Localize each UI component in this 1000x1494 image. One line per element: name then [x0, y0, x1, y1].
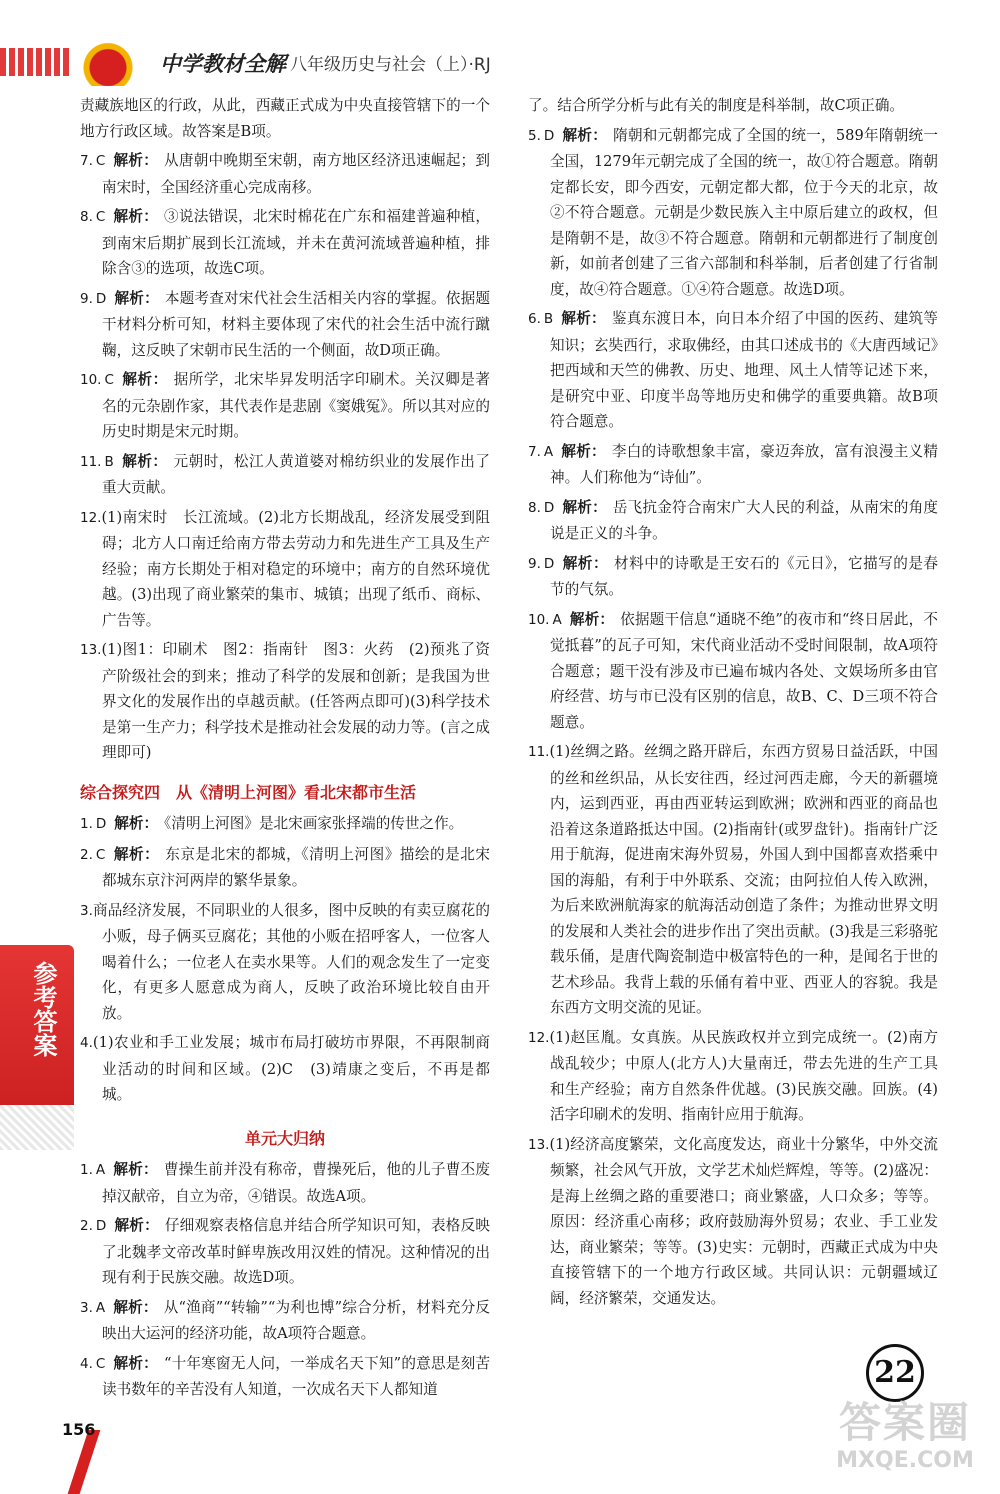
answer-number: 11.: [528, 744, 550, 760]
answer-number: 11.: [80, 453, 102, 470]
analysis-label: 解析：: [121, 371, 168, 388]
page-swoosh-decoration: [68, 1430, 101, 1494]
answer-number: 7.: [80, 153, 93, 169]
answer-text: 隋朝和元朝都完成了全国的统一，589年隋朝统一全国，1279年元朝完成了全国的统一，故①符合题意。隋朝定都长安，即今西安，元朝定都大都，位于今天的北京，故②不符合题意。元朝是少数民族入主中原后建立的政权，但是隋朝不是，故③不符合题意。隋朝和元朝都进行了制度创新，如前者创建了三省六部制和科举制，后者创建了行省制度，故④符合题意。①④符合题意。故选D项。: [550, 126, 938, 298]
answer-item: [80, 204, 490, 282]
answer-choice: D: [543, 499, 555, 516]
answer-item: [528, 306, 938, 435]
answer-item: [80, 1295, 490, 1347]
answer-number: 3.: [80, 1299, 93, 1316]
answer-number: 2.: [80, 1218, 93, 1234]
answer-number: 12.: [528, 1029, 550, 1046]
analysis-label: 解析：: [561, 442, 606, 460]
answer-text: 鉴真东渡日本，向日本介绍了中国的医药、建筑等知识；玄奘西行，求取佛经，由其口述成书的《大唐西域记》把西域和天竺的佛教、历史、地理、风土人情等记述下来，是研究中亚、印度半岛等地历史和佛学的重要典籍。故B项符合题意。: [550, 310, 938, 430]
answer-number: 2.: [80, 846, 93, 863]
analysis-label: 解析：: [561, 310, 606, 327]
analysis-label: 解析：: [569, 610, 615, 628]
answer-text: 商品经济发展，不同职业的人很多，图中反映的有卖豆腐花的小贩，母子俩买豆腐花；其他的小贩在招呼客人，一位客人喝着什么；一位老人在卖水果等。人们的观念发生了一定变化，有更多人愿意成为商人，反映了政治环境比较自由开放。: [92, 901, 490, 1022]
answer-choice: D: [95, 816, 107, 832]
answer-choice: D: [95, 290, 107, 307]
answer-choice: A: [543, 443, 554, 460]
answer-choice: D: [543, 555, 555, 572]
watermark-url: MXQE.COM: [836, 1448, 974, 1473]
left-column: [80, 93, 490, 1407]
answer-text: 依据题干信息“通晓不绝”的夜市和“终日居此，不觉抵暮”的瓦子可知，宋代商业活动不受时间限制，故A项符合题意；题干没有涉及市已遍布城内各处、文娱场所多由官府经营、坊与市已没有区别的信息，故B、C、D三项不符合题意。: [550, 610, 938, 731]
answer-number: 4.: [80, 1355, 93, 1372]
analysis-label: 解析：: [113, 208, 159, 225]
section4-title: 综合探究四 从《清明上河图》看北宋都市生活: [80, 782, 417, 802]
answer-number: 10.: [80, 372, 102, 388]
answer-text: (1)丝绸之路。丝绸之路开辟后，东西方贸易日益活跃，中国的丝和丝织品，从长安往西，经过河西走廊，今天的新疆境内，运到西亚，再由西亚转运到欧洲；欧洲和西亚的商品也沿着这条道路抵达中国。(2)指南针(或罗盘针)。指南针广泛用于航海，促进南宋海外贸易，外国人到中国都喜欢搭乘中国的海船，有利于中外联系、交流；由阿拉伯人传入欧洲，为后来欧洲航海家的航海活动创造了条件；为推动世界文明的发展和人类社会的进步作出了突出贡献。(3)我是三彩骆驼载乐俑，是唐代陶瓷制造中极富特色的一种，是闻名于世的艺术珍品。我背上载的乐俑有着中亚、西亚人的容貌。我是东西方文明交流的见证。: [549, 743, 938, 1016]
answer-item: [80, 898, 490, 1027]
watermark-logo: [820, 1398, 990, 1488]
section-number-badge: 22: [866, 1344, 924, 1402]
answer-text: 东京是北宋的都城，《清明上河图》描绘的是北宋都城东京汴河两岸的繁华景象。: [102, 845, 490, 889]
answer-choice: B: [104, 453, 114, 470]
answer-item: [80, 811, 490, 838]
page-number: 156: [62, 1420, 96, 1439]
answer-text: 李白的诗歌想象丰富，豪迈奔放，富有浪漫主义精神。人们称他为“诗仙”。: [550, 442, 938, 486]
answer-text: (1)图1：印刷术 图2：指南针 图3：火药 (2)预兆了资产阶级社会的到来；推动了科学的发展和创新；是我国为世界文化的发展作出的卓越贡献。(任答两点即可)(3)科学技术是第一生产力；科学技术是推动社会发展的动力等。(言之成理即可): [101, 641, 490, 761]
answer-text: “十年寒窗无人问，一举成名天下知”的意思是刻苦读书数年的辛苦没有人知道，一次成名天下人都知道: [102, 1354, 490, 1398]
answer-number: 10.: [528, 611, 550, 628]
right-continuation: 了。结合所学分析与此有关的制度是科举制，故C项正确。: [528, 97, 905, 114]
answer-choice: C: [104, 372, 114, 388]
analysis-label: 解析：: [114, 1217, 159, 1234]
answer-number: 9.: [528, 555, 541, 572]
analysis-label: 解析：: [562, 126, 608, 144]
answer-choice: D: [95, 1218, 107, 1234]
answer-item: [528, 495, 938, 547]
answer-item: [80, 449, 490, 501]
analysis-label: 解析：: [113, 1161, 158, 1178]
side-tab-label: 参考答案: [29, 961, 57, 1057]
answer-text: 材料中的诗歌是王安石的《元日》，它描写的是春节的气氛。: [550, 554, 938, 598]
analysis-label: 解析：: [113, 1354, 158, 1372]
answer-text: (1)经济高度繁荣，文化高度发达，商业十分繁华，中外交流频繁，社会风气开放，文学艺术灿烂辉煌，等等。(2)盛况：是海上丝绸之路的重要港口；商业繁盛，人口众多；等等。原因：经济重心南移；政府鼓励海外贸易；农业、手工业发达，商业繁荣；等等。(3)史实：元朝时，西藏正式成为中央直接管辖下的一个地方行政区域。共同认识：元朝疆域辽阔，经济繁荣，交通发达。: [549, 1135, 938, 1307]
answer-text: (1)农业和手工业发展；城市布局打破坊市界限，不再限制商业活动的时间和区域。(2)C (3)靖康之变后，不再是都城。: [92, 1034, 490, 1103]
right-column: [528, 93, 938, 1315]
answer-item: [528, 551, 938, 603]
answer-text: 据所学，北宋毕昇发明活字印刷术。关汉卿是著名的元杂剧作家，其代表作是悲剧《窦娥冤》。所以其对应的历史时期是宋元时期。: [102, 371, 490, 440]
answer-text: 从“渔商”“转输”“为利也博”综合分析，材料充分反映出大运河的经济功能，故A项符合题意。: [102, 1298, 490, 1342]
answer-text: 岳飞抗金符合南宋广大人民的利益，从南宋的角度说是正义的斗争。: [550, 498, 938, 542]
answer-choice: C: [95, 209, 106, 225]
answer-text: (1)赵匡胤。女真族。从民族政权并立到完成统一。(2)南方战乱较少；中原人(北方人)大量南迁，带去先进的生产工具和生产经验；南方自然条件优越。(3)民族交融。回族。(4)活字印刷术的发明、指南针应用于航海。: [549, 1028, 938, 1123]
answer-item: [528, 439, 938, 491]
answer-item: [80, 367, 490, 445]
answer-item: [80, 1157, 490, 1209]
answer-number: 13.: [528, 1136, 550, 1153]
answer-item: [528, 123, 938, 303]
answer-text: 曹操生前并没有称帝，曹操死后，他的儿子曹丕废掉汉献帝，自立为帝，④错误。故选A项。: [102, 1161, 490, 1205]
answer-item: [80, 505, 490, 634]
answer-text: 本题考查对宋代社会生活相关内容的掌握。依据题干材料分析可知，材料主要体现了宋代的社会生活中流行蹴鞠，这反映了宋朝市民生活的一个侧面，故D项正确。: [102, 289, 490, 359]
answer-item: [80, 842, 490, 894]
answer-item: [528, 739, 938, 1021]
side-hatch-decoration: [0, 1105, 74, 1150]
answer-number: 12.: [80, 509, 102, 526]
answer-number: 13.: [80, 642, 102, 658]
answer-number: 4.: [80, 1035, 93, 1051]
answer-item: [528, 1132, 938, 1312]
answer-text: 《清明上河图》是北宋画家张择端的传世之作。: [164, 815, 464, 832]
answer-number: 6.: [528, 311, 541, 327]
analysis-label: 解析：: [113, 1298, 158, 1316]
analysis-label: 解析：: [114, 289, 159, 307]
answer-item: [80, 1351, 490, 1403]
answer-number: 9.: [80, 290, 93, 307]
analysis-label: 解析：: [121, 452, 168, 470]
watermark-main: 答案圈: [838, 1398, 971, 1447]
answer-item: [528, 607, 938, 736]
answer-number: 3.: [80, 902, 93, 919]
answer-choice: C: [95, 153, 106, 169]
answer-choice: A: [95, 1299, 106, 1316]
book-logo-icon: [78, 40, 138, 86]
answer-item: [80, 1030, 490, 1108]
summary-title: 单元大归纳: [244, 1128, 325, 1148]
answer-number: 1.: [80, 816, 93, 832]
summary-answers: [80, 1157, 490, 1403]
answer-choice: A: [552, 611, 562, 628]
answer-choice: C: [95, 846, 106, 863]
answer-number: 5.: [528, 127, 541, 144]
analysis-label: 解析：: [113, 845, 160, 863]
answer-text: ③说法错误，北宋时棉花在广东和福建普遍种植，到南宋后期扩展到长江流域，并未在黄河流域普遍种植，排除含③的选项，故选C项。: [102, 208, 490, 277]
left-answers: [80, 148, 490, 766]
analysis-label: 解析：: [113, 152, 159, 169]
answer-number: 7.: [528, 443, 541, 460]
analysis-label: 解析：: [562, 498, 607, 516]
answer-item: [80, 286, 490, 364]
answer-number: 8.: [528, 499, 541, 516]
answer-text: 元朝时，松江人黄道婆对棉纺织业的发展作出了重大贡献。: [102, 452, 490, 496]
answer-number: 1.: [80, 1162, 93, 1178]
header-title: 中学教材全解: [160, 52, 286, 76]
left-continuation: 责藏族地区的行政，从此，西藏正式成为中央直接管辖下的一个地方行政区域。故答案是B项。: [80, 97, 490, 140]
answer-text: 从唐朝中晚期至宋朝，南方地区经济迅速崛起；到南宋时，全国经济重心完成南移。: [102, 152, 490, 196]
answer-item: [528, 1025, 938, 1128]
answer-text: 仔细观察表格信息并结合所学知识可知，表格反映了北魏孝文帝改革时鲜卑族改用汉姓的情况。这种情况的出现有利于民族交融。故选D项。: [102, 1217, 490, 1286]
answer-text: (1)南宋时 长江流域。(2)北方长期战乱，经济发展受到阻碍；北方人口南迁给南方带去劳动力和先进生产工具及生产经验；南方长期处于相对稳定的环境中；南方的自然环境优越。(3)出现了商业繁荣的集市、城镇；出现了纸币、商标、广告等。: [101, 508, 490, 629]
answer-item: [80, 637, 490, 766]
answer-choice: B: [543, 311, 554, 327]
right-answers: [528, 123, 938, 1312]
header-stripes-decoration: [0, 48, 70, 76]
answer-item: [80, 148, 490, 200]
answer-choice: C: [95, 1355, 106, 1372]
section4-answers: [80, 811, 490, 1108]
answer-number: 8.: [80, 209, 93, 225]
header-subtitle: 八年级历史与社会（上）·RJ: [290, 55, 491, 75]
analysis-label: 解析：: [114, 815, 159, 832]
analysis-label: 解析：: [562, 554, 609, 572]
answer-choice: A: [95, 1162, 106, 1178]
page-header: [0, 40, 1000, 90]
answer-item: [80, 1213, 490, 1291]
answer-choice: D: [543, 127, 555, 144]
